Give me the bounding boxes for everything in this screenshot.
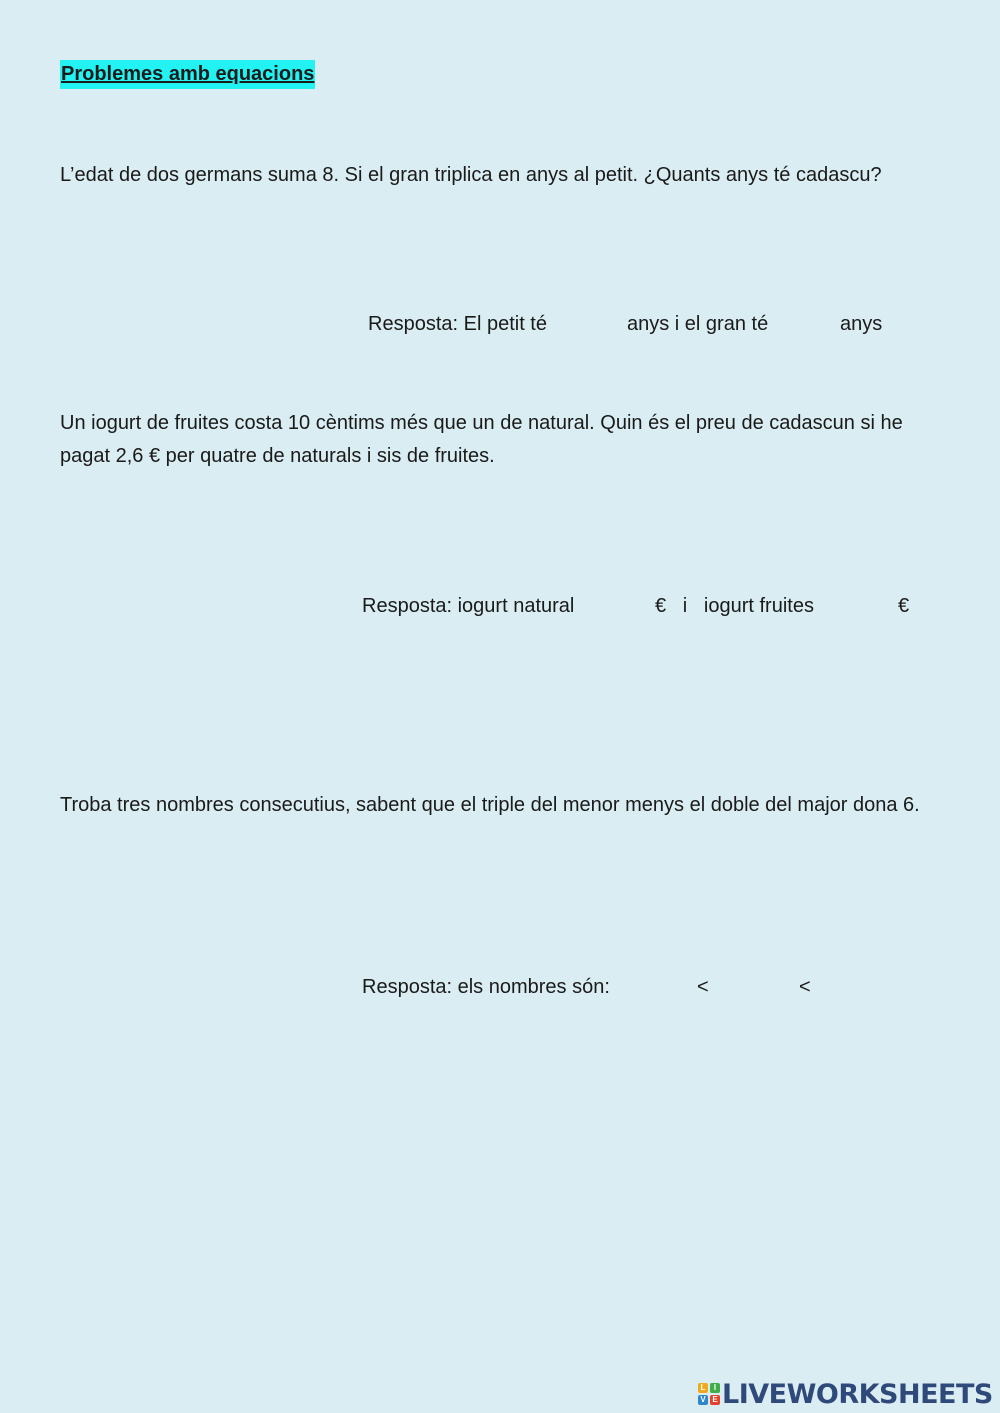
problem-1-answer-prefix: Resposta: El petit té xyxy=(368,313,547,335)
problem-2-natural-price-input[interactable] xyxy=(594,593,656,621)
problem-1-statement: L’edat de dos germans suma 8. Si el gran triplica en anys al petit. ¿Quants anys té cadascu? xyxy=(60,164,882,186)
problem-1-small-age-input[interactable] xyxy=(560,311,628,339)
problem-2-fruit-price-input[interactable] xyxy=(833,593,899,621)
logo-mark-letter: L xyxy=(698,1383,708,1393)
problem-1-answer-suffix: anys xyxy=(840,313,883,335)
problem-3-separator-1: < xyxy=(697,976,709,998)
problem-3-answer-prefix: Resposta: els nombres són: xyxy=(362,976,610,998)
problem-3-third-number-input[interactable] xyxy=(816,974,900,1002)
logo-mark-letter: E xyxy=(710,1395,720,1405)
liveworksheets-logo xyxy=(698,1378,993,1410)
liveworksheets-logo-text: LIVEWORKSHEETS xyxy=(722,1378,993,1410)
problem-2-answer-middle: € i iogurt fruites xyxy=(655,595,814,617)
logo-mark-letter: V xyxy=(698,1395,708,1405)
liveworksheets-logo-icon xyxy=(698,1383,720,1405)
logo-mark-letter: I xyxy=(710,1383,720,1393)
problem-3-statement: Troba tres nombres consecutius, sabent que el triple del menor menys el doble del major dona 6. xyxy=(60,794,920,816)
problem-2-answer-prefix: Resposta: iogurt natural xyxy=(362,595,575,617)
problem-2-answer-suffix: € xyxy=(898,595,910,617)
problem-3-separator-2: < xyxy=(799,976,811,998)
problem-1-big-age-input[interactable] xyxy=(779,311,841,339)
problem-2-statement: Un iogurt de fruites costa 10 cèntims més que un de natural. Quin és el preu de cadascun si he pagat 2,6 € per quatre de naturals i sis de fruites. xyxy=(60,412,903,467)
problem-3-second-number-input[interactable] xyxy=(714,974,798,1002)
page-title: Problemes amb equacions xyxy=(60,60,315,89)
problem-3-first-number-input[interactable] xyxy=(628,974,698,1002)
problem-1-answer-middle: anys i el gran té xyxy=(627,313,769,335)
